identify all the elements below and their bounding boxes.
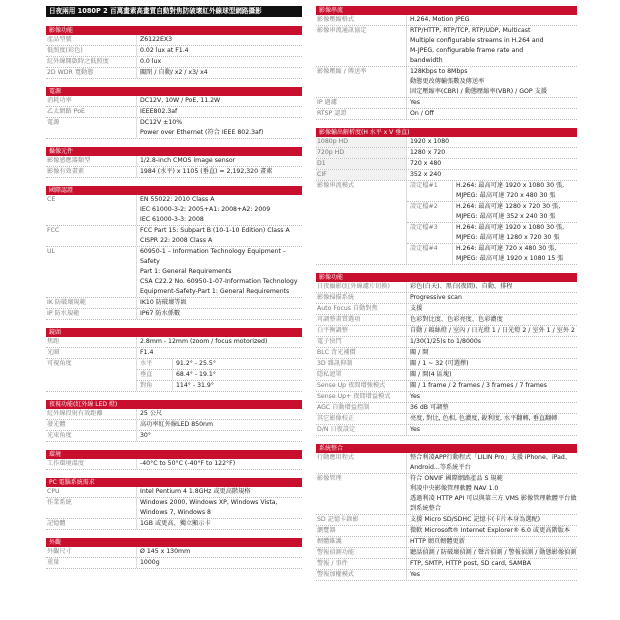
spec-value bbox=[136, 348, 302, 358]
spec-section bbox=[46, 450, 302, 470]
spec-value-line: 30° bbox=[140, 432, 151, 439]
spec-section bbox=[46, 328, 302, 392]
spec-value-line: Yes bbox=[410, 393, 420, 400]
spec-row bbox=[316, 515, 577, 526]
spec-label: 焦距 bbox=[47, 338, 60, 345]
spec-row bbox=[316, 315, 577, 326]
spec-value bbox=[406, 559, 577, 569]
section-heading: 攝像元件 bbox=[46, 147, 302, 156]
spec-value-line: Yes bbox=[410, 99, 420, 106]
spec-value-line: 25 公尺 bbox=[140, 410, 163, 417]
spec-label: CPU bbox=[47, 488, 60, 495]
section-heading: 影像功能 bbox=[46, 26, 302, 35]
spec-label: 乙太網路 PoE bbox=[47, 108, 85, 115]
spec-row bbox=[46, 348, 302, 359]
spec-sublabel: 垂直 bbox=[137, 370, 173, 380]
spec-row bbox=[316, 282, 577, 293]
spec-value-line: 352 x 240 bbox=[410, 171, 442, 178]
spec-section bbox=[316, 6, 577, 120]
spec-value bbox=[136, 558, 302, 568]
spec-value-line: 60950-1 – Information Technology Equipment – Safety bbox=[140, 248, 286, 265]
spec-label: 影像掃描系統 bbox=[317, 294, 355, 301]
spec-value bbox=[406, 15, 577, 25]
spec-value bbox=[136, 35, 302, 45]
spec-value-line: M-JPEG, configurable frame rate and bbox=[410, 47, 524, 54]
spec-value bbox=[136, 459, 302, 469]
spec-label: 重量 bbox=[47, 559, 60, 566]
spec-value-line: Part 1: General Requirements bbox=[140, 268, 232, 275]
spec-value bbox=[136, 337, 302, 347]
spec-value bbox=[406, 148, 577, 158]
spec-value bbox=[136, 226, 302, 246]
spec-value bbox=[136, 298, 302, 308]
spec-value-line: 固定壓縮率(CBR) / 動態壓縮率(VBR) / GOP 支援 bbox=[410, 88, 547, 95]
spec-value-line: F1.4 bbox=[140, 349, 154, 356]
spec-value bbox=[406, 381, 577, 391]
spec-label: CIF bbox=[316, 170, 406, 180]
spec-value-line: CISPR 22: 2008 Class A bbox=[140, 237, 213, 244]
spec-value-line: 128Kbps to 8Mbps bbox=[410, 68, 468, 75]
spec-value-line: 1920 x 1080 bbox=[410, 138, 450, 145]
spec-value bbox=[406, 337, 577, 347]
spec-row bbox=[46, 519, 302, 530]
spec-row bbox=[46, 107, 302, 118]
spec-value bbox=[406, 515, 577, 525]
spec-value bbox=[136, 487, 302, 497]
spec-value bbox=[406, 348, 577, 358]
spec-label: 警報 / 事件 bbox=[317, 560, 348, 567]
spec-subrow bbox=[407, 181, 577, 202]
spec-value bbox=[136, 498, 302, 518]
spec-section bbox=[46, 478, 302, 530]
spec-sublabel: 設定檔#1 bbox=[407, 181, 453, 201]
spec-value bbox=[406, 315, 577, 325]
spec-value-line: 支援 bbox=[410, 305, 423, 312]
spec-value-line: 關 / 開 bbox=[410, 349, 429, 356]
spec-row bbox=[316, 414, 577, 425]
spec-value bbox=[136, 420, 302, 430]
spec-value-line: 關 / 1 frame / 2 frames / 3 frames / 7 frames bbox=[410, 382, 547, 389]
spec-subvalue: H.264: 最高可達 720 x 480 30 張, MJPEG: 最高可達 1920 x 1080 15 張 bbox=[456, 245, 564, 262]
spec-row bbox=[46, 558, 302, 569]
spec-label: RTSP 認證 bbox=[317, 110, 347, 117]
spec-value-line: 支援 Micro SD/SDHC 記憶卡(卡片本身為選配) bbox=[410, 516, 541, 523]
spec-row bbox=[46, 247, 302, 298]
spec-row bbox=[316, 337, 577, 348]
spec-row bbox=[316, 304, 577, 315]
spec-value bbox=[406, 304, 577, 314]
spec-value-line: IK10 防破壞等級 bbox=[140, 299, 187, 306]
spec-value-line: -40°C to 50°C (-40°F to 122°F) bbox=[140, 460, 236, 467]
spec-row bbox=[316, 15, 577, 26]
spec-label: 記憶體 bbox=[47, 520, 66, 527]
spec-label: 白平衡調整 bbox=[317, 327, 348, 334]
spec-value-line: 亮度, 對比, 色相, 色濃度, 銳利度, 水平翻轉, 垂直翻轉 bbox=[410, 415, 558, 422]
spec-value-line: HTTP 網頁韌體更新 bbox=[410, 538, 465, 545]
spec-value-line: IEC 61000-3-3: 2008 bbox=[140, 216, 204, 223]
spec-row bbox=[316, 453, 577, 474]
spec-value-line: On / Off bbox=[410, 110, 434, 117]
spec-sublabel: 對角 bbox=[137, 381, 173, 391]
spec-label: 影像管理 bbox=[317, 475, 342, 482]
spec-subvalue: H.264: 最高可達 1280 x 720 30 張, MJPEG: 最高可達 352 x 240 30 張 bbox=[456, 203, 561, 220]
spec-label: 紅外線投射有效距離 bbox=[47, 410, 103, 417]
spec-label: 影像有效畫素 bbox=[47, 168, 85, 175]
spec-row bbox=[46, 118, 302, 139]
spec-value bbox=[136, 409, 302, 419]
spec-value-line: H.264, Motion JPEG bbox=[410, 16, 470, 23]
spec-row bbox=[316, 137, 577, 148]
spec-row bbox=[46, 167, 302, 178]
spec-value-line: 關 / 1 ~ 32 (可選擇) bbox=[410, 360, 469, 367]
spec-value bbox=[406, 137, 577, 147]
spec-value bbox=[406, 67, 577, 97]
spec-section bbox=[46, 186, 302, 320]
spec-subvalue: 114° - 31.9° bbox=[176, 382, 214, 389]
spec-value bbox=[406, 98, 577, 108]
spec-sublabel: 設定檔#3 bbox=[407, 223, 453, 243]
spec-value bbox=[406, 326, 577, 336]
spec-value-line: EN 55022: 2010 Class A bbox=[140, 196, 215, 203]
spec-value-line: Windows 2000, Windows XP, Windows Vista, Windows 7, Windows 8 bbox=[140, 499, 278, 516]
spec-label: 警報加權模式 bbox=[317, 571, 355, 578]
spec-value bbox=[136, 547, 302, 557]
spec-section bbox=[46, 400, 302, 442]
spec-row bbox=[46, 547, 302, 558]
spec-subrow bbox=[137, 381, 302, 391]
spec-label: 工作環境溫度 bbox=[47, 460, 85, 467]
spec-value bbox=[406, 414, 577, 424]
spec-row bbox=[46, 409, 302, 420]
spec-value-line: 720 x 480 bbox=[410, 160, 442, 167]
spec-section bbox=[46, 147, 302, 178]
spec-row bbox=[46, 298, 302, 309]
spec-value-line: 1280 x 720 bbox=[410, 149, 446, 156]
spec-value bbox=[406, 403, 577, 413]
spec-row bbox=[46, 96, 302, 107]
spec-value bbox=[136, 46, 302, 56]
spec-value-line: 高功率紅外線LED 850nm bbox=[140, 421, 213, 428]
spec-row bbox=[46, 35, 302, 46]
spec-value-line: 整合利凌APP行動程式「LILIN Pro」支援 iPhone、iPad、Android...等系統平台 bbox=[410, 454, 572, 471]
spec-section bbox=[46, 26, 302, 79]
spec-label: 警報偵測功能 bbox=[317, 549, 355, 556]
spec-row bbox=[316, 98, 577, 109]
spec-value bbox=[406, 392, 577, 402]
spec-row bbox=[46, 337, 302, 348]
spec-label: 行動應用程式 bbox=[317, 454, 355, 461]
spec-label: 瀏覽器 bbox=[317, 527, 336, 534]
spec-row bbox=[46, 359, 302, 392]
spec-value bbox=[136, 57, 302, 67]
spec-value-line: IEEE802.3af bbox=[140, 108, 178, 115]
spec-label: IP 防水規範 bbox=[47, 310, 80, 317]
spec-label: 可調整畫質選項 bbox=[317, 316, 361, 323]
spec-row bbox=[316, 293, 577, 304]
spec-label: 1080p HD bbox=[316, 137, 406, 147]
spec-value-line: RTP/HTTP, RTP/TCP, RTP/UDP, Multicast bbox=[410, 27, 531, 34]
spec-value bbox=[136, 107, 302, 117]
spec-label: 作業系統 bbox=[47, 499, 72, 506]
spec-value-line: FTP, SMTP, HTTP post, SD card, SAMBA bbox=[410, 560, 531, 567]
spec-value-line: 利凌中央影像管理軟體 NAV 1.0 bbox=[410, 485, 499, 492]
spec-row bbox=[316, 559, 577, 570]
spec-label: BLC 背光補償 bbox=[317, 349, 356, 356]
spec-value bbox=[406, 26, 577, 66]
spec-label: CE bbox=[47, 196, 56, 203]
spec-row bbox=[316, 67, 577, 98]
left-sections bbox=[46, 26, 302, 569]
spec-subrow bbox=[137, 359, 302, 370]
spec-value-line: 1GB 或更高、獨立顯示卡 bbox=[140, 520, 211, 527]
spec-label: IK 防破壞規範 bbox=[47, 299, 86, 306]
right-sections bbox=[316, 6, 577, 581]
section-heading: 鏡頭 bbox=[46, 328, 302, 337]
spec-value bbox=[136, 68, 302, 78]
spec-label: Auto Focus 自動對焦 bbox=[317, 305, 378, 312]
spec-value bbox=[136, 431, 302, 441]
spec-section bbox=[46, 538, 302, 569]
spec-value bbox=[136, 195, 302, 225]
spec-value bbox=[406, 293, 577, 303]
spec-row bbox=[46, 498, 302, 519]
spec-label: 電子快門 bbox=[317, 338, 342, 345]
spec-subvalue: H.264: 最高可達 1920 x 1080 30 張, MJPEG: 最高可達 1280 x 720 30 張 bbox=[456, 224, 565, 241]
spec-row bbox=[46, 46, 302, 57]
spec-label: D1 bbox=[316, 159, 406, 169]
spec-label: 影像串流模式 bbox=[317, 182, 355, 189]
spec-label: 光束角度 bbox=[47, 432, 72, 439]
spec-section bbox=[316, 128, 577, 265]
spec-row bbox=[46, 156, 302, 167]
spec-value-line: 色彩對比度、色彩亮度、色彩濃度 bbox=[410, 316, 503, 323]
spec-value-line: Multiple configurable streams in H.264 and bbox=[410, 37, 544, 44]
spec-row bbox=[316, 348, 577, 359]
section-heading: PC 電腦系統需求 bbox=[46, 478, 302, 487]
section-heading: 環境 bbox=[46, 450, 302, 459]
spec-label: 韌體維護 bbox=[317, 538, 342, 545]
spec-label: Sense Up+ 夜間增益模式 bbox=[317, 393, 391, 400]
spec-value-group bbox=[406, 181, 577, 264]
spec-value bbox=[136, 167, 302, 177]
spec-section bbox=[316, 273, 577, 436]
spec-label: IP 過濾 bbox=[317, 99, 337, 106]
spec-row bbox=[316, 548, 577, 559]
spec-label: 3D 雜訊抑制 bbox=[317, 360, 353, 367]
spec-row bbox=[316, 403, 577, 414]
spec-label: 其它影像校正 bbox=[317, 415, 355, 422]
section-heading: 外觀 bbox=[46, 538, 302, 547]
spec-label: 消耗功率 bbox=[47, 97, 72, 104]
spec-section bbox=[46, 87, 302, 139]
spec-label: D/N 日夜設定 bbox=[317, 426, 356, 433]
spec-value bbox=[136, 309, 302, 319]
section-heading: 夜視功能(紅外線 LED 燈) bbox=[46, 400, 302, 409]
spec-value-line: Progressive scan bbox=[410, 294, 462, 301]
spec-label: 日夜攝影(紅外線濾片切換) bbox=[317, 283, 390, 290]
spec-value bbox=[406, 109, 577, 119]
spec-row bbox=[316, 109, 577, 120]
spec-value-line: 關 / 開(4 區塊) bbox=[410, 371, 452, 378]
spec-value bbox=[406, 170, 577, 180]
spec-value bbox=[406, 570, 577, 580]
spec-row bbox=[316, 526, 577, 537]
spec-row bbox=[316, 425, 577, 436]
spec-row bbox=[46, 420, 302, 431]
spec-row bbox=[46, 195, 302, 226]
spec-row bbox=[316, 326, 577, 337]
spec-label: 紅外線開啟時之低照度 bbox=[47, 58, 109, 65]
spec-value-line: Z6122EX3 bbox=[140, 36, 173, 43]
spec-value-line: IEC 61000-3-2: 2005+A1: 2008+A2: 2009 bbox=[140, 206, 271, 213]
spec-label: FCC bbox=[47, 227, 60, 234]
spec-label: 影像串流通訊協定 bbox=[317, 27, 367, 34]
spec-value bbox=[406, 159, 577, 169]
left-column bbox=[46, 6, 302, 577]
spec-value-line: 1984 (水平) x 1105 (垂直) = 2,192,320 畫素 bbox=[140, 168, 273, 175]
spec-section bbox=[316, 444, 577, 581]
spec-label: 電源 bbox=[47, 119, 60, 126]
spec-value-line: 微軟 Microsoft® Internet Explorer® 6.0 或更高階版本 bbox=[410, 527, 571, 534]
spec-row bbox=[46, 226, 302, 247]
spec-label: 外觀尺寸 bbox=[47, 548, 72, 555]
section-heading: 影像輸出解析度(H 水平 x V 垂直) bbox=[316, 128, 577, 137]
spec-label: 可視角度 bbox=[47, 360, 72, 367]
spec-value bbox=[406, 548, 577, 558]
spec-value-line: CSA C22.2 No. 60950-1-07-Information Technology bbox=[140, 278, 298, 285]
spec-value-line: 1/2.8-inch CMOS image sensor bbox=[140, 157, 236, 164]
section-heading: 電源 bbox=[46, 87, 302, 96]
spec-value bbox=[136, 247, 302, 297]
spec-value-line: Ø 145 x 130mm bbox=[140, 548, 191, 555]
spec-value bbox=[406, 453, 577, 473]
spec-row bbox=[46, 309, 302, 320]
spec-value bbox=[406, 282, 577, 292]
spec-value-line: DC12V ±10% bbox=[140, 119, 183, 126]
spec-value bbox=[406, 537, 577, 547]
spec-subrow bbox=[407, 202, 577, 223]
spec-subrow bbox=[137, 370, 302, 381]
spec-row bbox=[316, 381, 577, 392]
spec-label: 影像感應器類型 bbox=[47, 157, 91, 164]
spec-label: 隱私遮罩 bbox=[317, 371, 342, 378]
spec-value-line: 36 dB 可調整 bbox=[410, 404, 449, 411]
spec-value-line: 1/30(1/25)s to 1/8000s bbox=[410, 338, 481, 345]
spec-label: 產品型號 bbox=[47, 36, 72, 43]
spec-value-line: 0.0 lux bbox=[140, 58, 162, 65]
spec-value-line: 動態更改傳輸張數及傳送率 bbox=[410, 78, 485, 85]
spec-label: 影像壓縮 / 傳送率 bbox=[317, 68, 367, 75]
spec-value-line: Power over Ethernet (符合 IEEE 802.3af) bbox=[140, 129, 264, 136]
spec-row bbox=[46, 431, 302, 442]
spec-value-line: DC12V, 10W / PoE, 11.2W bbox=[140, 97, 221, 104]
spec-row bbox=[316, 159, 577, 170]
spec-value-line: FCC Part 15: Subpart B (10-1-10 Edition) Class A bbox=[140, 227, 290, 234]
spec-label: 低照度(彩色) bbox=[47, 47, 83, 54]
spec-sublabel: 設定檔#4 bbox=[407, 244, 453, 264]
spec-sublabel: 水平 bbox=[137, 359, 173, 369]
spec-row bbox=[316, 148, 577, 159]
spec-value bbox=[136, 118, 302, 138]
section-heading: 影像串流 bbox=[316, 6, 577, 15]
section-heading: 系統整合 bbox=[316, 444, 577, 453]
spec-label: 720p HD bbox=[316, 148, 406, 158]
spec-row bbox=[316, 359, 577, 370]
section-heading: 國際認證 bbox=[46, 186, 302, 195]
spec-row bbox=[46, 57, 302, 68]
spec-row bbox=[46, 68, 302, 79]
spec-value-line: 2.8mm - 12mm (zoom / focus motorized) bbox=[140, 338, 268, 345]
spec-value bbox=[406, 370, 577, 380]
spec-value-line: 聽話偵測 / 防破壞偵測 / 聲音偵測 / 警報偵測 / 動態影像偵測 bbox=[410, 549, 577, 556]
spec-subrow bbox=[407, 244, 577, 264]
spec-value-line: Yes bbox=[410, 426, 420, 433]
spec-row bbox=[316, 370, 577, 381]
spec-value-line: 彩色(白天)、黑白(夜間)、自動、排程 bbox=[410, 283, 513, 290]
spec-row bbox=[316, 537, 577, 548]
spec-label: AGC 自動增益控制 bbox=[317, 404, 370, 411]
spec-row bbox=[46, 459, 302, 470]
spec-value-line: 關閉 / 自動/ x2 / x3/ x4 bbox=[140, 69, 208, 76]
spec-sublabel: 設定檔#2 bbox=[407, 202, 453, 222]
spec-subvalue: 91.2° - 25.5° bbox=[176, 360, 216, 367]
spec-subrow bbox=[407, 223, 577, 244]
spec-subvalue: 68.4° - 19.1° bbox=[176, 371, 216, 378]
spec-row bbox=[316, 26, 577, 67]
spec-row bbox=[316, 170, 577, 181]
section-heading: 影像功能 bbox=[316, 273, 577, 282]
spec-value-line: Intel Pentium 4 1.8GHz 或更高階規格 bbox=[140, 488, 251, 495]
spec-label: 光圈 bbox=[47, 349, 60, 356]
spec-label: Sense Up 夜間增強模式 bbox=[317, 382, 386, 389]
spec-value bbox=[136, 519, 302, 529]
spec-value-line: 自動 / 鎢絲燈 / 室內 / 日光燈 1 / 日光燈 2 / 室外 1 / 室外 2 bbox=[410, 327, 575, 334]
spec-value-line: 0.02 lux at F1.4 bbox=[140, 47, 189, 54]
spec-label: 影像壓縮格式 bbox=[317, 16, 355, 23]
spec-value-line: IP67 防水係數 bbox=[140, 310, 181, 317]
spec-value bbox=[136, 156, 302, 166]
spec-row bbox=[46, 487, 302, 498]
spec-value-group bbox=[136, 359, 302, 391]
spec-value-line: 1000g bbox=[140, 559, 160, 566]
spec-value bbox=[406, 425, 577, 435]
right-column bbox=[316, 6, 577, 589]
spec-value bbox=[406, 526, 577, 536]
spec-value bbox=[406, 474, 577, 514]
spec-subvalue: H.264: 最高可達 1920 x 1080 30 張, MJPEG: 最高可達 720 x 480 30 張 bbox=[456, 182, 565, 199]
spec-row bbox=[316, 474, 577, 515]
spec-label: SD 記憶卡錄影 bbox=[317, 516, 359, 523]
spec-label: 發光體 bbox=[47, 421, 66, 428]
page-title: 日夜兩用 1080P 2 百萬畫素高畫質自動對焦防破壞紅外線球型網路攝影 bbox=[46, 6, 302, 17]
spec-value-line: 符合 ONVIF 國際網路產品 S 規範 bbox=[410, 475, 503, 482]
spec-label: 2D WDR 寬動態 bbox=[47, 69, 94, 76]
spec-value bbox=[136, 96, 302, 106]
spec-value-line: 透過利凌 HTTP API 可以與第三方 VMS 影像管理軟體平台做到系統整合 bbox=[410, 495, 577, 512]
spec-value-line: bandwidth bbox=[410, 57, 443, 64]
spec-value bbox=[406, 359, 577, 369]
spec-row bbox=[316, 392, 577, 403]
spec-label: UL bbox=[47, 248, 55, 255]
spec-row bbox=[316, 181, 577, 265]
spec-row bbox=[316, 570, 577, 581]
spec-value-line: Equipment-Safety-Part 1: General Requirements bbox=[140, 288, 290, 295]
spec-value-line: Yes bbox=[410, 571, 420, 578]
